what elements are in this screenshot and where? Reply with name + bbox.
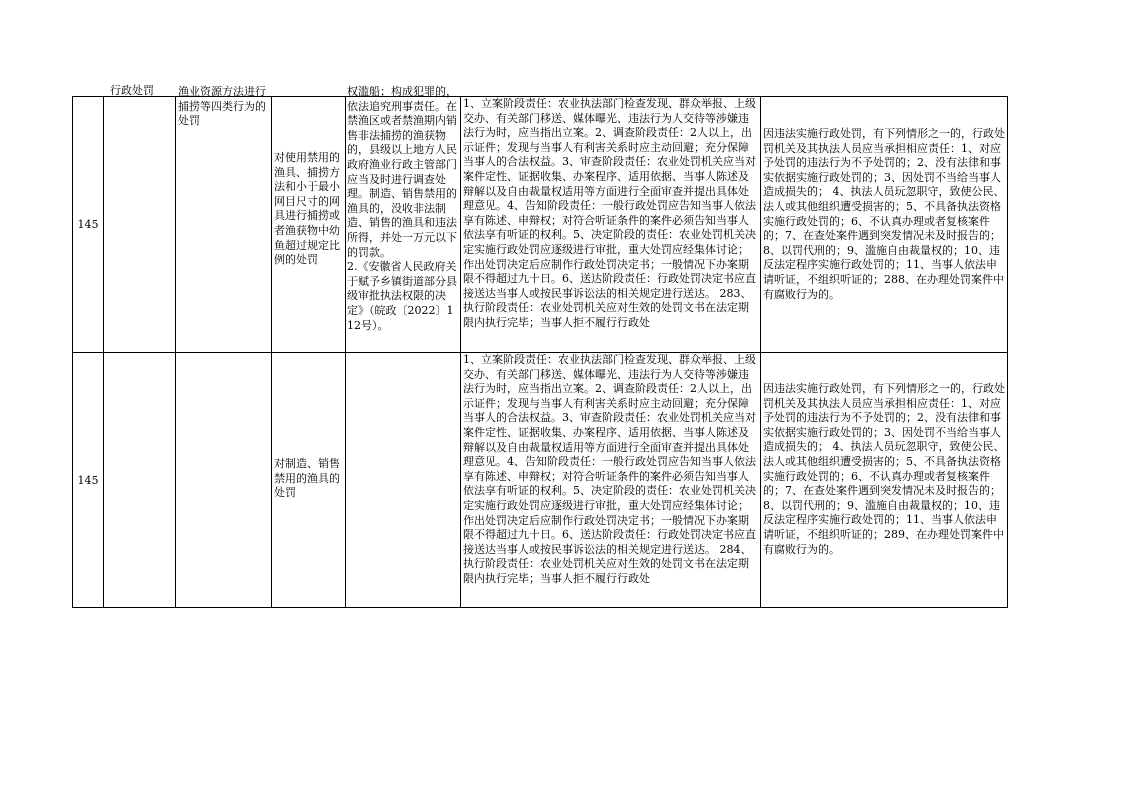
legal-basis-cell: [347, 85, 460, 360]
table-bottom-border: [72, 607, 1008, 608]
col-border: [72, 96, 73, 608]
accountability-text: 因违法实施行政处罚，有下列情形之一的，行政处罚机关及其执法人员应当承担相应责任：1、对应予处罚的违法行为不予处罚的；2、没有法律和事实依据实施行政处罚的；3、因处罚不当给当事人造成损失的； 4、执法人员玩忽职守，致使公民、法人或其他组织遭受损害的；5、不具备执法资格实施行政处罚的；6、不认真办理或者复核案件的；7、在查处案件遇到突发情况未及时报告的；8、以罚代刑的；9、滥施自由裁量权的；10、违反法定程序实施行政处罚的；11、当事人依法申请听证，不组织听证的；289、在办理处罚案件中有腐败行为的。: [763, 382, 1005, 556]
accountability-text: 因违法实施行政处罚，有下列情形之一的，行政处罚机关及其执法人员应当承担相应责任：1、对应予处罚的违法行为不予处罚的；2、没有法律和事实依据实施行政处罚的；3、因处罚不当给当事人造成损失的； 4、执法人员玩忽职守，致使公民、法人或其他组织遭受损害的；5、不具备执法资格实施行政处罚的；6、不认真办理或者复核案件的；7、在查处案件遇到突发情况未及时报告的；8、以罚代刑的；9、滥施自由裁量权的；10、违反法定程序实施行政处罚的；11、当事人依法申请听证，不组织听证的；288、在办理处罚案件中有腐败行为的。: [763, 127, 1005, 301]
row-number: 145: [77, 474, 99, 487]
accountability-cell: [763, 382, 1005, 582]
row-number: 145: [77, 218, 99, 231]
responsibility-text: 1、立案阶段责任：农业执法部门检查发现、群众举报、上级交办、有关部门移送、媒体曝光、违法行为人交待等涉嫌违法行为时，应当指出立案。2、调查阶段责任：2人以上，出示证件；发现与当事人有利害关系时应主动回避；充分保障当事人的合法权益。3、审查阶段责任：农业处罚机关应当对案件定性、证据收集、办案程序、适用依据、当事人陈述及辩解以及自由裁量权适用等方面进行全面审查并提出具体处理意见。4、告知阶段责任：一般行政处罚应告知当事人依法享有陈述、申辩权；对符合听证条件的案件必须告知当事人依法享有听证的权利。5、决定阶段的责任：农业处罚机关决定实施行政处罚应逐级进行审批，重大处罚应经集体讨论；作出处罚决定后应制作行政处罚决定书；一般情况下办案期限不得超过九十日。6、送达阶段责任：行政处罚决定书应直接送达当事人或按民事诉讼法的相关规定进行送达。 283、执行阶段责任：农业处罚机关应对生效的处罚文书在法定期限内执行完毕；当事人拒不履行行政处: [463, 97, 756, 329]
col-border: [103, 96, 104, 608]
responsibility-cell: [463, 353, 759, 607]
legal-basis-text-2: 2.《安徽省人民政府关于赋予乡镇街道部分县级审批执法权限的决定》（皖政〔2022〕112号）。: [347, 260, 457, 332]
row-divider-sub: [271, 352, 345, 353]
col-border: [760, 96, 761, 608]
col-border: [345, 96, 346, 608]
item-title-cell: [178, 85, 270, 145]
sub-item-cell: [274, 151, 344, 341]
sub-item-text: 对使用禁用的渔具、捕捞方法和小于最小网目尺寸的网具进行捕捞或者渔获物中幼鱼超过规定比例的处罚: [274, 151, 340, 267]
legal-basis-text: 权滥船；构成犯罪的，依法追究刑事责任。在禁渔区或者禁渔期内销售非法捕捞的渔获物的，县级以上地方人民政府渔业行政主管部门应当及时进行调查处理。制造、销售禁用的渔具的，没收非法制造、销售的渔具和违法所得，并处一万元以下的罚款。: [347, 85, 457, 259]
responsibility-text: 1、立案阶段责任：农业执法部门检查发现、群众举报、上级交办、有关部门移送、媒体曝光、违法行为人交待等涉嫌违法行为时，应当指出立案。2、调查阶段责任：2人以上，出示证件；发现与当事人有利害关系时应主动回避；充分保障当事人的合法权益。3、审查阶段责任：农业处罚机关应当对案件定性、证据收集、办案程序、适用依据、当事人陈述及辩解以及自由裁量权适用等方面进行全面审查并提出具体处理意见。4、告知阶段责任：一般行政处罚应告知当事人依法享有陈述、申辩权；对符合听证条件的案件必须告知当事人依法享有听证的权利。5、决定阶段的责任：农业处罚机关决定实施行政处罚应逐级进行审批，重大处罚应经集体讨论；作出处罚决定后应制作行政处罚决定书；一般情况下办案期限不得超过九十日。6、送达阶段责任：行政处罚决定书应直接送达当事人或按民事诉讼法的相关规定进行送达。 284、执行阶段责任：农业处罚机关应对生效的处罚文书在法定期限内执行完毕；当事人拒不履行行政处: [463, 353, 756, 585]
category-cell: [110, 84, 170, 114]
accountability-cell: [763, 127, 1005, 327]
responsibility-cell: [463, 97, 759, 352]
sub-item-text: 对制造、销售禁用的渔具的处罚: [274, 457, 340, 500]
sub-item-cell: [274, 457, 344, 507]
col-border: [1007, 96, 1008, 608]
col-border: [460, 96, 461, 608]
col-border: [175, 96, 176, 608]
col-border: [271, 96, 272, 608]
category-text: 行政处罚: [110, 84, 154, 97]
item-title-text: 渔业资源方法进行捕捞等四类行为的处罚: [178, 85, 266, 128]
